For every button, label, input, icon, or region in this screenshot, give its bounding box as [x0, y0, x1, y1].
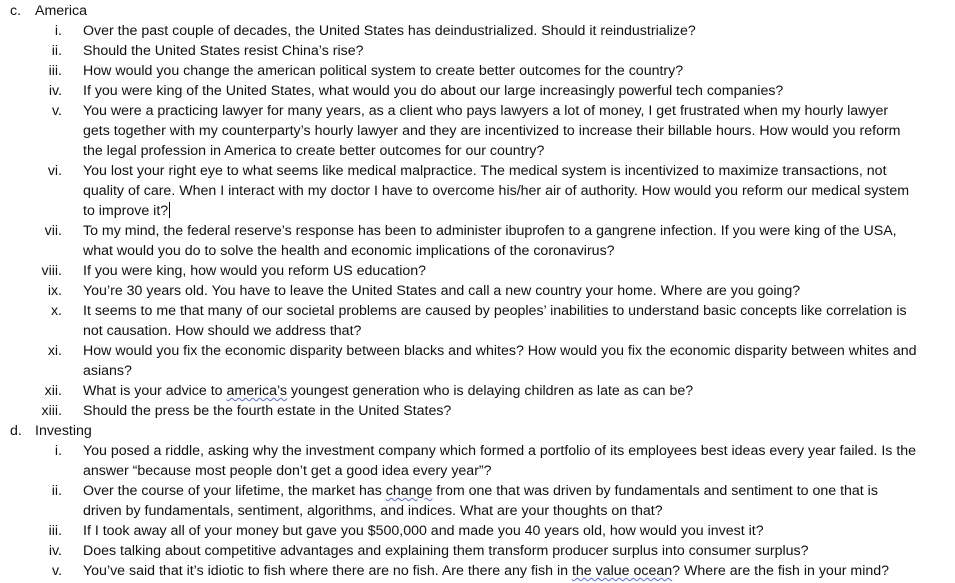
list-item	[0, 301, 955, 341]
item-text-line[interactable]: It seems to me that many of our societal problems are caused by peoples’ inabilities to understand basic concepts like correlation is	[83, 303, 907, 319]
item-text-line[interactable]: asians?	[83, 363, 132, 379]
item-number: iii.	[48, 523, 62, 539]
item-number: xii.	[44, 383, 62, 399]
item-text-line[interactable]: the legal profession in America to create better outcomes for our country?	[83, 143, 545, 159]
item-text-line[interactable]: Should the United States resist China’s rise?	[83, 43, 364, 59]
item-number: xi.	[47, 343, 62, 359]
list-item	[0, 541, 955, 561]
item-text-line[interactable]: You’re 30 years old. You have to leave the United States and call a new country your home. Where are you going?	[83, 283, 801, 299]
item-text-line[interactable]: You were a practicing lawyer for many years, as a client who pays lawyers a lot of money, I get frustrated when my hourly lawyer	[83, 103, 889, 119]
item-number: x.	[50, 303, 62, 319]
section-marker: d.	[10, 423, 22, 439]
text-cursor	[169, 202, 170, 218]
item-text-line[interactable]: what would you do to solve the health and economic implications of the coronavirus?	[83, 243, 615, 259]
list-item	[0, 341, 955, 381]
item-number: vi.	[47, 163, 62, 179]
list-item	[0, 41, 955, 61]
item-text-line[interactable]: gets together with my counterparty’s hourly lawyer and they are incentivized to increase their billable hours. How would you reform	[83, 123, 901, 139]
item-number: i.	[54, 23, 62, 39]
item-number: i.	[54, 443, 62, 459]
spellcheck-flagged-word[interactable]: the value ocean	[571, 563, 673, 579]
item-text-line[interactable]: If you were king, how would you reform US education?	[83, 263, 427, 279]
item-number: ii.	[51, 483, 62, 499]
item-text-line[interactable]: to improve it?	[83, 203, 169, 219]
text-run: Over the course of your lifetime, the market has	[83, 483, 386, 499]
item-text-line[interactable]: You posed a riddle, asking why the investment company which formed a portfolio of its employees best ideas every year failed. Is the	[83, 443, 917, 459]
item-number: v.	[52, 103, 62, 119]
item-text-line[interactable]: not causation. How should we address that?	[83, 323, 362, 339]
text-run: ? Where are the fish in your mind?	[672, 563, 890, 579]
list-item	[0, 101, 955, 161]
list-item	[0, 261, 955, 281]
list-item	[0, 221, 955, 261]
text-run: youngest generation who is delaying children as late as can be?	[286, 383, 694, 399]
list-item	[0, 481, 955, 521]
item-text-line[interactable]	[83, 481, 878, 501]
item-number: vii.	[44, 223, 62, 239]
section-title: Investing	[35, 423, 92, 439]
list-item	[0, 81, 955, 101]
item-text-line[interactable]	[83, 561, 889, 581]
list-item	[0, 401, 955, 421]
spellcheck-flagged-word[interactable]: change	[385, 483, 433, 499]
item-text-line[interactable]: answer “because most people don’t get a good idea every year”?	[83, 463, 492, 479]
item-number: ii.	[51, 43, 62, 59]
list-item	[0, 161, 955, 221]
item-text-line[interactable]: quality of care. When I interact with my doctor I have to overcome his/her air of authority. How would you reform our medical system	[83, 183, 910, 199]
text-run: You’ve said that it’s idiotic to fish where there are no fish. Are there any fish in	[83, 563, 572, 579]
item-text-line[interactable]	[83, 381, 693, 401]
item-text-line[interactable]: To my mind, the federal reserve’s response has been to administer ibuprofen to a gangrene infection. If you were king of the USA,	[83, 223, 897, 239]
spellcheck-flagged-word[interactable]: america’s	[226, 383, 287, 399]
item-text-line[interactable]: Should the press be the fourth estate in the United States?	[83, 403, 452, 419]
item-number: ix.	[47, 283, 62, 299]
section-title: America	[35, 3, 88, 19]
list-item	[0, 281, 955, 301]
item-number: iii.	[48, 63, 62, 79]
item-number: viii.	[41, 263, 62, 279]
item-text-line[interactable]: Over the past couple of decades, the United States has deindustrialized. Should it reindustrialize?	[83, 23, 696, 39]
item-text-line[interactable]: If you were king of the United States, what would you do about our large increasingly powerful tech companies?	[83, 83, 784, 99]
list-item	[0, 381, 955, 401]
section-marker: c.	[10, 3, 22, 19]
list-item	[0, 21, 955, 41]
list-item	[0, 521, 955, 541]
item-number: xiii.	[41, 403, 62, 419]
item-text-line[interactable]: If I took away all of your money but gave you $500,000 and made you 40 years old, how would you invest it?	[83, 523, 764, 539]
list-item	[0, 561, 955, 581]
list-item	[0, 61, 955, 81]
item-text-line[interactable]: driven by fundamentals, sentiment, algorithms, and indices. What are your thoughts on that?	[83, 503, 663, 519]
item-number: iv.	[48, 83, 62, 99]
item-number: v.	[52, 563, 62, 579]
item-text-line[interactable]: How would you change the american political system to create better outcomes for the country?	[83, 63, 684, 79]
text-run: from one that was driven by fundamentals and sentiment to one that is	[432, 483, 878, 499]
item-text-line[interactable]: Does talking about competitive advantages and explaining them transform producer surplus into consumer surplus?	[83, 543, 809, 559]
item-text-line[interactable]: You lost your right eye to what seems like medical malpractice. The medical system is incentivized to maximize transactions, not	[83, 163, 887, 179]
item-number: iv.	[48, 543, 62, 559]
text-run: What is your advice to	[83, 383, 227, 399]
list-item	[0, 441, 955, 481]
item-text-line[interactable]: How would you fix the economic disparity between blacks and whites? How would you fix the economic disparity between whites and	[83, 343, 917, 359]
